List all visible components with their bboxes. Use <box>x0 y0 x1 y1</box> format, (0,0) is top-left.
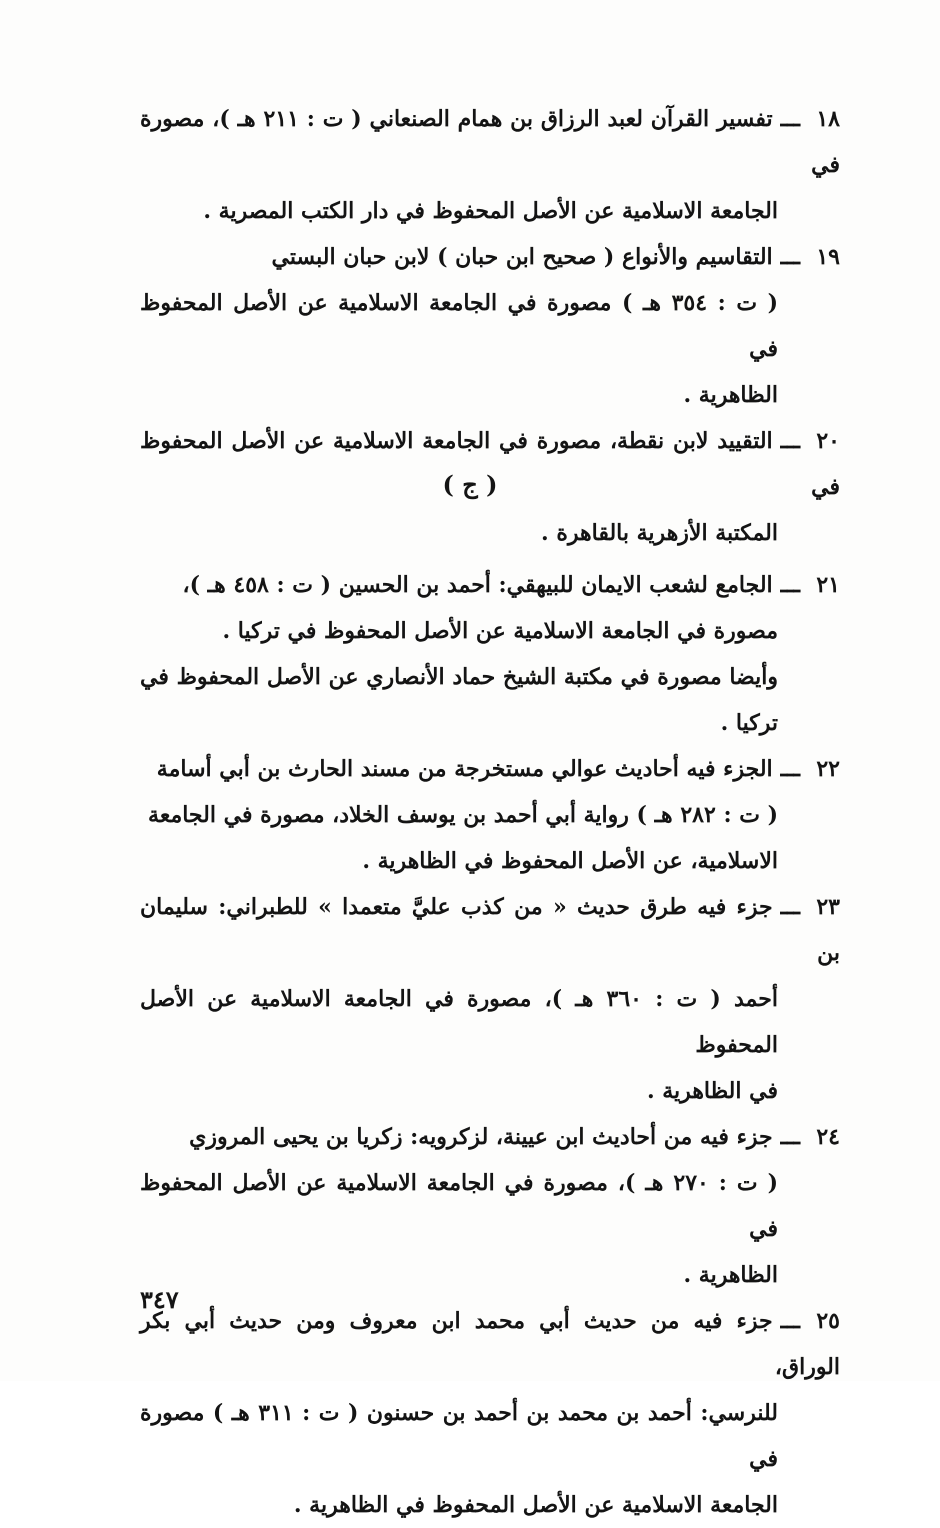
entry-dash: ـــ <box>780 428 800 454</box>
entry-text: أحمد ( ت : ٣٦٠ هـ )، مصورة في الجامعة الاسلامية عن الأصل المحفوظ <box>140 986 778 1058</box>
entry-text: جزء فيه من أحاديث ابن عيينة، لزكرويه: زكريا بن يحيى المروزي <box>189 1124 773 1150</box>
entry-text: الظاهرية . <box>683 1262 778 1288</box>
entry-text: الجامعة الاسلامية عن الأصل المحفوظ في الظاهرية . <box>293 1492 778 1518</box>
entry-number: ٢٥ <box>816 1308 840 1334</box>
bibliography-list-bottom <box>140 562 840 1528</box>
entry-dash: ـــ <box>780 756 800 782</box>
entry-dash: ـــ <box>780 1308 800 1334</box>
entry-number: ٢٠ <box>816 428 840 454</box>
entry-text: الجامع لشعب الايمان للبيهقي: أحمد بن الحسين ( ت : ٤٥٨ هـ )، <box>182 572 773 598</box>
entry-text: المكتبة الأزهرية بالقاهرة . <box>541 520 778 546</box>
entry-dash: ـــ <box>780 572 800 598</box>
entry-text: جزء فيه من حديث أبي محمد ابن معروف ومن حديث أبي بكر الوراق، <box>140 1308 840 1380</box>
entry-text: جزء فيه طرق حديث « من كذب عليَّ متعمدا » للطبراني: سليمان بن <box>140 894 840 966</box>
entry-dash: ـــ <box>780 1124 800 1150</box>
bibliography-entry <box>140 562 840 746</box>
entry-text: ( ت : ٣٥٤ هـ ) مصورة في الجامعة الاسلامية عن الأصل المحفوظ في <box>140 290 779 362</box>
entry-text: التقاسيم والأنواع ( صحيح ابن حبان ) لابن حبان البستي <box>271 244 773 270</box>
bibliography-entry <box>140 1114 840 1298</box>
entry-number: ٢٢ <box>816 756 840 782</box>
entry-number: ١٨ <box>816 106 840 132</box>
bibliography-entry <box>140 884 840 1114</box>
entry-text: ( ت : ٢٧٠ هـ )، مصورة في الجامعة الاسلامية عن الأصل المحفوظ في <box>140 1170 778 1242</box>
entry-text: الظاهرية . <box>683 382 778 408</box>
entry-text: الجامعة الاسلامية عن الأصل المحفوظ في دار الكتب المصرية . <box>203 198 778 224</box>
bibliography-entry <box>140 1298 840 1528</box>
page-number: ٣٤٧ <box>140 1285 179 1314</box>
entry-number: ٢٤ <box>816 1124 840 1150</box>
entry-dash: ـــ <box>780 244 800 270</box>
bibliography-entry <box>140 96 840 234</box>
entry-dash: ـــ <box>780 894 800 920</box>
entry-text: الاسلامية، عن الأصل المحفوظ في الظاهرية . <box>362 848 778 874</box>
entry-number: ٢١ <box>816 572 840 598</box>
entry-text: تفسير القرآن لعبد الرزاق بن همام الصنعاني ( ت : ٢١١ هـ )، مصورة في <box>140 106 840 178</box>
entry-text: التقييد لابن نقطة، مصورة في الجامعة الاسلامية عن الأصل المحفوظ في <box>140 428 840 500</box>
entry-text: للنرسي: أحمد بن محمد بن أحمد بن حسنون ( ت : ٣١١ هـ ) مصورة في <box>140 1400 778 1472</box>
section-heading: ( ج ) <box>442 470 498 499</box>
entry-number: ٢٣ <box>816 894 840 920</box>
entry-text: مصورة في الجامعة الاسلامية عن الأصل المحفوظ في تركيا . <box>222 618 778 644</box>
bibliography-entry <box>140 234 840 418</box>
entry-dash: ـــ <box>780 106 800 132</box>
entry-text: الجزء فيه أحاديث عوالي مستخرجة من مسند الحارث بن أبي أسامة <box>156 756 773 782</box>
bibliography-entry <box>140 746 840 884</box>
entry-text: وأيضا مصورة في مكتبة الشيخ حماد الأنصاري عن الأصل المحفوظ في تركيا . <box>140 664 778 736</box>
entry-text: ( ت : ٢٨٢ هـ ) رواية أبي أحمد بن يوسف الخلاد، مصورة في الجامعة <box>148 802 778 828</box>
entry-text: في الظاهرية . <box>646 1078 778 1104</box>
entry-number: ١٩ <box>816 244 840 270</box>
